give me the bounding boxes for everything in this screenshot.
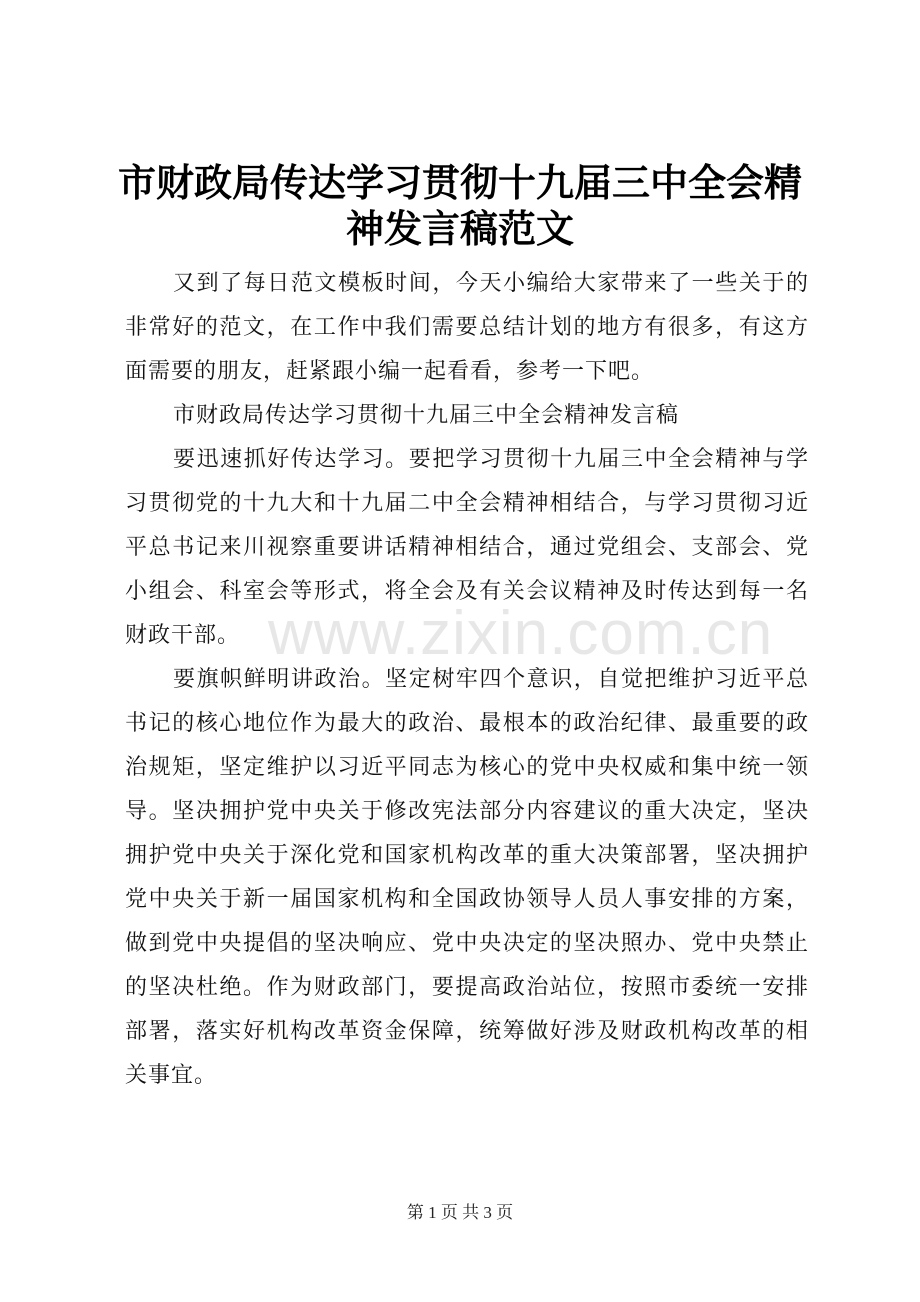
document-title: 市财政局传达学习贯彻十九届三中全会精神发言稿范文: [117, 161, 802, 251]
body-paragraph-2: 要旗帜鲜明讲政治。坚定树牢四个意识，自觉把维护习近平总书记的核心地位作为最大的政治、最根本的政治纪律、最重要的政治规矩，坚定维护以习近平同志为核心的党中央权威和集中统一领导。坚决拥护党中央关于修改宪法部分内容建议的重大决定，坚决拥护党中央关于深化党和国家机构改革的重大决策部署，坚决拥护党中央关于新一届国家机构和全国政协领导人员人事安排的方案，做到党中央提倡的坚决响应、党中央决定的坚决照办、党中央禁止的坚决杜绝。作为财政部门，要提高政治站位，按照市委统一安排部署，落实好机构改革资金保障，统筹做好涉及财政机构改革的相关事宜。: [125, 667, 809, 1088]
page-footer: 第 1 页 共 3 页: [406, 1203, 514, 1222]
document-body: [125, 262, 809, 1098]
intro-paragraph: 又到了每日范文模板时间，今天小编给大家带来了一些关于的非常好的范文，在工作中我们需要总结计划的地方有很多，有这方面需要的朋友，赶紧跟小编一起看看，参考一下吧。: [125, 271, 809, 384]
watermark: www.zixin.com.cn: [268, 599, 774, 668]
subtitle-paragraph: 市财政局传达学习贯彻十九届三中全会精神发言稿: [173, 403, 680, 428]
body-paragraph-1: 要迅速抓好传达学习。要把学习贯彻十九届三中全会精神与学习贯彻党的十九大和十九届二中全会精神相结合，与学习贯彻习近平总书记来川视察重要讲话精神相结合，通过党组会、支部会、党小组会、科室会等形式，将全会及有关会议精神及时传达到每一名财政干部。: [125, 447, 809, 648]
